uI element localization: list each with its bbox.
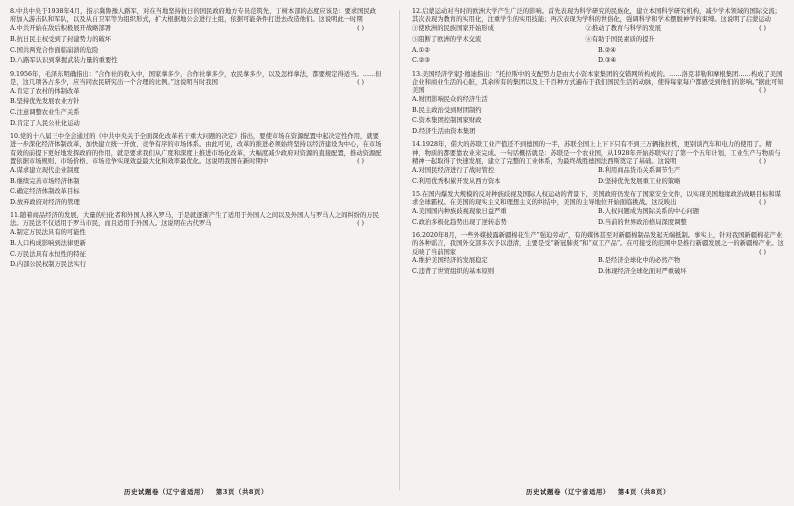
option: B.人口构成影响到法律更新 xyxy=(10,240,86,248)
question-text: 12.启蒙运动对当时的欧洲大学产生广泛的影响。首先表现为科学研究的民族化，建立本国科学研究机构，减少学术领域的国际交流；其次表现为教育的实用化，注重学生的实用技能；再次表现为学科的世俗化，强调科学和学术摆脱神学的束缚。这说明了启蒙运动 xyxy=(412,8,781,24)
question-text: 9.1956年，毛泽东明确指出：“合作社的收入中，国家拿多少，合作社拿多少，农民拿多少，以及怎样拿法，都要规定得适当。……但是，这几项各占多少，应当同农民研究出一个合理的比例。”这说明当时我国 xyxy=(10,70,382,86)
footer-page-number: 第3页（共8页） xyxy=(215,487,268,496)
question-text: 10.党的十八届三中全会通过的《中共中央关于全面深化改革若干重大问题的决定》指出，要使市场在资源配置中起决定性作用，就要进一步深化经济体制改革，加快建立统一开放、竞争有序的市场体系。由此可见，改革的推进必须始终坚持以经济建设为中心，在市场有效的前提下更好地发挥政府的作用，就是要求我们从广度和深度上推进市场化改革，大幅度减少政府对资源的直接配置，推动资源配置依据市场规则、市场价格、市场竞争实现效益最大化和效率最优化。这说明我国在新时期中 xyxy=(10,133,382,165)
option: C.注意调整农业生产关系 xyxy=(10,109,80,117)
answer-bracket: ( ) xyxy=(759,24,766,32)
question xyxy=(10,71,382,129)
question xyxy=(412,191,784,230)
question xyxy=(412,8,784,68)
option: C.确定经济体制改革目标 xyxy=(10,188,80,196)
footer-page-number: 第4页（共8页） xyxy=(617,487,670,496)
choice: C.②③ xyxy=(412,57,430,65)
option: C.政治多极化趋势出现了逆转态势 xyxy=(412,218,507,226)
option: B.坚持优先发展农业方针 xyxy=(10,98,80,106)
option: D.当前的世界政治格局深度调整 xyxy=(598,218,687,226)
option: D.内部公民权制万民法实行 xyxy=(10,261,87,269)
question-stem xyxy=(412,232,784,257)
page-divider xyxy=(399,10,400,490)
choice-list xyxy=(412,47,784,68)
answer-bracket: ( ) xyxy=(357,220,364,228)
option: D.放弃政府对经济的管理 xyxy=(10,198,80,206)
option: ①使欧洲的民族国家开始形成 xyxy=(412,25,494,33)
question-stem xyxy=(412,71,784,96)
option: C.万民法具有永恒性的特征 xyxy=(10,250,86,258)
option-list xyxy=(412,208,784,229)
option-list xyxy=(412,167,784,188)
question xyxy=(412,71,784,137)
question-text: 14.1928年，偌大的苏联工业产值还不到德国的一半，苏联全国上上下下只有不到三万辆拖拉机，更别谈汽车和电力的使用了。精神、物质的都要靠农业来完成。一句话概括就是：苏联是一个农业国，从1928年开始苏联实行了第一个五年计划，工业生产与物质与精神一起取得了快速发展，建立了完整的工业体系，为最终战胜德国法西斯奠定了基础。这说明 xyxy=(412,141,781,165)
option-list xyxy=(10,229,382,269)
question-text: 16.2020年8月，一些外媒披露新疆棉花生产“强迫劳动”，有的媒体甚至对新疆棉制品发起无端抵制。事实上，针对我国新疆棉花产业的各种谣言，我国外交部多次予以澄清，主要是受“新冠肺炎”和“双工产品”。在可接受的范围中是推行新疆发展之一的新疆棉产业。这反映了当前国家 xyxy=(412,231,784,256)
question-text: 13.美国经济学家J·穆迪指出：“托拉斯中的支配势力是由大小资本家集团的交错网所构成的。……洛克菲勒和摩根集团……构成了美国企业和商业生活的心脏，其余所有的集团以及上千百种方式遍布于我们国民生活的动脉，使得每家每户都感受到他们的影响。”据此可知美国 xyxy=(412,70,784,95)
option: B.是经济全球化中的必然产物 xyxy=(598,257,681,265)
option-list xyxy=(412,25,759,46)
option: D.八路军认识到掌握武装力量的重要性 xyxy=(10,57,118,65)
option: D.经济生活由资本集团 xyxy=(412,128,476,136)
option: A.维护美国经济的发展稳定 xyxy=(412,257,488,265)
answer-bracket: ( ) xyxy=(357,157,364,165)
question-stem xyxy=(10,212,382,229)
question xyxy=(412,141,784,188)
footer-subject: 历史试题卷（辽宁省适用） xyxy=(124,487,208,496)
question xyxy=(412,232,784,279)
option: D.肯定了人民公社化运动 xyxy=(10,119,80,127)
option: A.谋求建立现代企业制度 xyxy=(10,166,80,174)
answer-bracket: ( ) xyxy=(759,157,766,165)
footer-subject: 历史试题卷（辽宁省适用） xyxy=(526,487,610,496)
page-footer xyxy=(4,488,388,496)
page-4 xyxy=(406,6,790,500)
question-text: 8.中共中央于1938年4月，指示冀鲁豫人路军，对在当地坚持抗日的国民政府地方专员范筑先、丁树本部的态度应该是：要求国民政府加入游击队和军队，以及从自卫军等为组织形式，扩大根据地公会进行土组，依据可能条件打进去改造他们。这说明此一时期 xyxy=(10,8,377,24)
option-list xyxy=(10,167,382,207)
option-list xyxy=(10,25,382,65)
question xyxy=(10,133,382,207)
page-3 xyxy=(4,6,388,500)
page-footer xyxy=(406,488,790,496)
question-stem xyxy=(10,71,382,88)
choice: D.③④ xyxy=(598,57,617,65)
question xyxy=(10,212,382,270)
option: ④有助于国民素质的提升 xyxy=(585,35,655,43)
option: A.对国民经济进行了战时管控 xyxy=(412,166,495,174)
option: A.肯定了农村的体制改革 xyxy=(10,87,80,95)
option: A.美国国内种族歧视现象日益严重 xyxy=(412,208,507,215)
option-list xyxy=(412,96,784,136)
option-list xyxy=(412,257,784,278)
option: C.利用优秀积累开发从西方资本 xyxy=(412,177,501,185)
option: A.制定万民法具有的可能性 xyxy=(10,229,86,237)
answer-bracket: ( ) xyxy=(357,78,364,86)
question-stem xyxy=(10,133,382,166)
option: B.抗日民主权受到了封建势力的破坏 xyxy=(10,35,112,43)
option: C.国共两党合作面临崩溃的危险 xyxy=(10,46,99,54)
answer-bracket: ( ) xyxy=(759,199,766,207)
answer-bracket: ( ) xyxy=(357,24,364,32)
option: B.民主政治受到财团制约 xyxy=(412,106,482,114)
question-text: 15.在国内爆发大规模的反对种族歧视及国际人权运动的背景下，美国政府仍发布了国家安全文件，以实现美国地缘政治战略目标和谋求全球霸权。在美国的现实主义和理想主义的纠结中，美国的主导地位开始面临挑战。这反映出 xyxy=(412,190,781,207)
option: B.继续完善市场经济体制 xyxy=(10,177,80,185)
option: D.体现经济全球化面对严重破坏 xyxy=(598,268,687,276)
choice: A.①② xyxy=(412,46,430,54)
answer-bracket: ( ) xyxy=(759,87,766,95)
option: D.坚持优先发展重工业的策略 xyxy=(598,177,681,185)
option: ③阻断了欧洲的学术交流 xyxy=(412,35,482,43)
option-list xyxy=(10,88,382,128)
option: C.资本集团控制国家财政 xyxy=(412,117,482,125)
question-stem xyxy=(412,141,784,166)
question-text: 11.随着商品经济的发展，大量的归化者和外国人移入罗马，于是就逐渐产生了适用于外国人之间以及外国人与罗马人之间纠纷的万民法。万民法不仅适用于罗马市民，而且适用于外国人。这说明在古代罗马 xyxy=(10,212,379,228)
option: A.财团影响民众的经济生活 xyxy=(412,96,488,104)
question-stem xyxy=(412,191,784,208)
option: B.利用商品货币关系调节生产 xyxy=(598,166,681,174)
option: ②推动了教育与科学的发展 xyxy=(585,25,662,33)
answer-bracket: ( ) xyxy=(759,248,766,256)
option: C.违背了世贸组织的基本原则 xyxy=(412,268,495,276)
option: B.人权问题成为国际关系的中心问题 xyxy=(598,208,700,215)
option: A.中共开始在敌后积极展开战略部署 xyxy=(10,25,112,33)
question xyxy=(10,8,382,66)
choice: B.②④ xyxy=(598,46,616,54)
